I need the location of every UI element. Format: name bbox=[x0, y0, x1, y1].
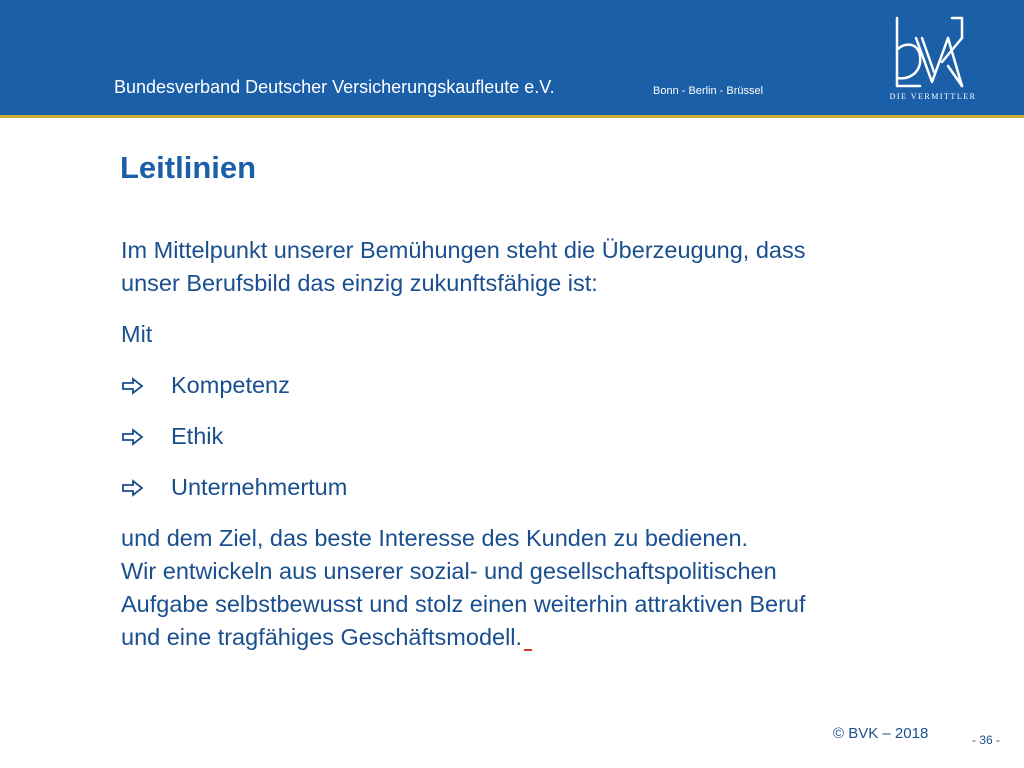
copyright: © BVK – 2018 bbox=[833, 725, 929, 742]
bullet-item bbox=[121, 471, 981, 504]
organization-name: Bundesverband Deutscher Versicherungskaufleute e.V. bbox=[114, 77, 555, 97]
closing-line-2: Wir entwickeln aus unserer sozial- und gesellschaftspolitischen bbox=[121, 558, 777, 584]
bvk-logo bbox=[886, 10, 980, 106]
closing-line-4-wrapper bbox=[121, 621, 981, 654]
intro-line-2: unser Berufsbild das einzig zukunftsfähige ist: bbox=[121, 270, 598, 296]
locations: Bonn - Berlin - Brüssel bbox=[653, 85, 764, 97]
logo-caption: DIE VERMITTLER bbox=[889, 92, 977, 101]
closing-line-1: und dem Ziel, das beste Interesse des Kunden zu bedienen. bbox=[121, 525, 749, 551]
header-bar bbox=[0, 0, 1024, 115]
slide-body bbox=[121, 234, 981, 654]
right-arrow-icon bbox=[121, 377, 171, 395]
closing-line-3: Aufgabe selbstbewusst und stolz einen weiterhin attraktiven Beruf bbox=[121, 591, 806, 617]
mit-label: Mit bbox=[121, 321, 153, 347]
bullet-label: Ethik bbox=[171, 423, 224, 449]
bullet-label: Kompetenz bbox=[171, 372, 290, 398]
right-arrow-icon bbox=[121, 479, 171, 497]
header-rule bbox=[0, 115, 1024, 118]
bvk-logo-icon bbox=[892, 16, 966, 90]
intro-line-1: Im Mittelpunkt unserer Bemühungen steht die Überzeugung, dass bbox=[121, 237, 806, 263]
closing-line-4: und eine tragfähiges Geschäftsmodell. bbox=[121, 624, 523, 650]
bullet-label: Unternehmertum bbox=[171, 474, 348, 500]
bullet-item bbox=[121, 369, 981, 402]
bullet-item bbox=[121, 420, 981, 453]
red-dash-mark bbox=[524, 649, 532, 651]
slide-title: Leitlinien bbox=[120, 150, 257, 185]
right-arrow-icon bbox=[121, 428, 171, 446]
page-number: - 36 - bbox=[972, 733, 1001, 747]
